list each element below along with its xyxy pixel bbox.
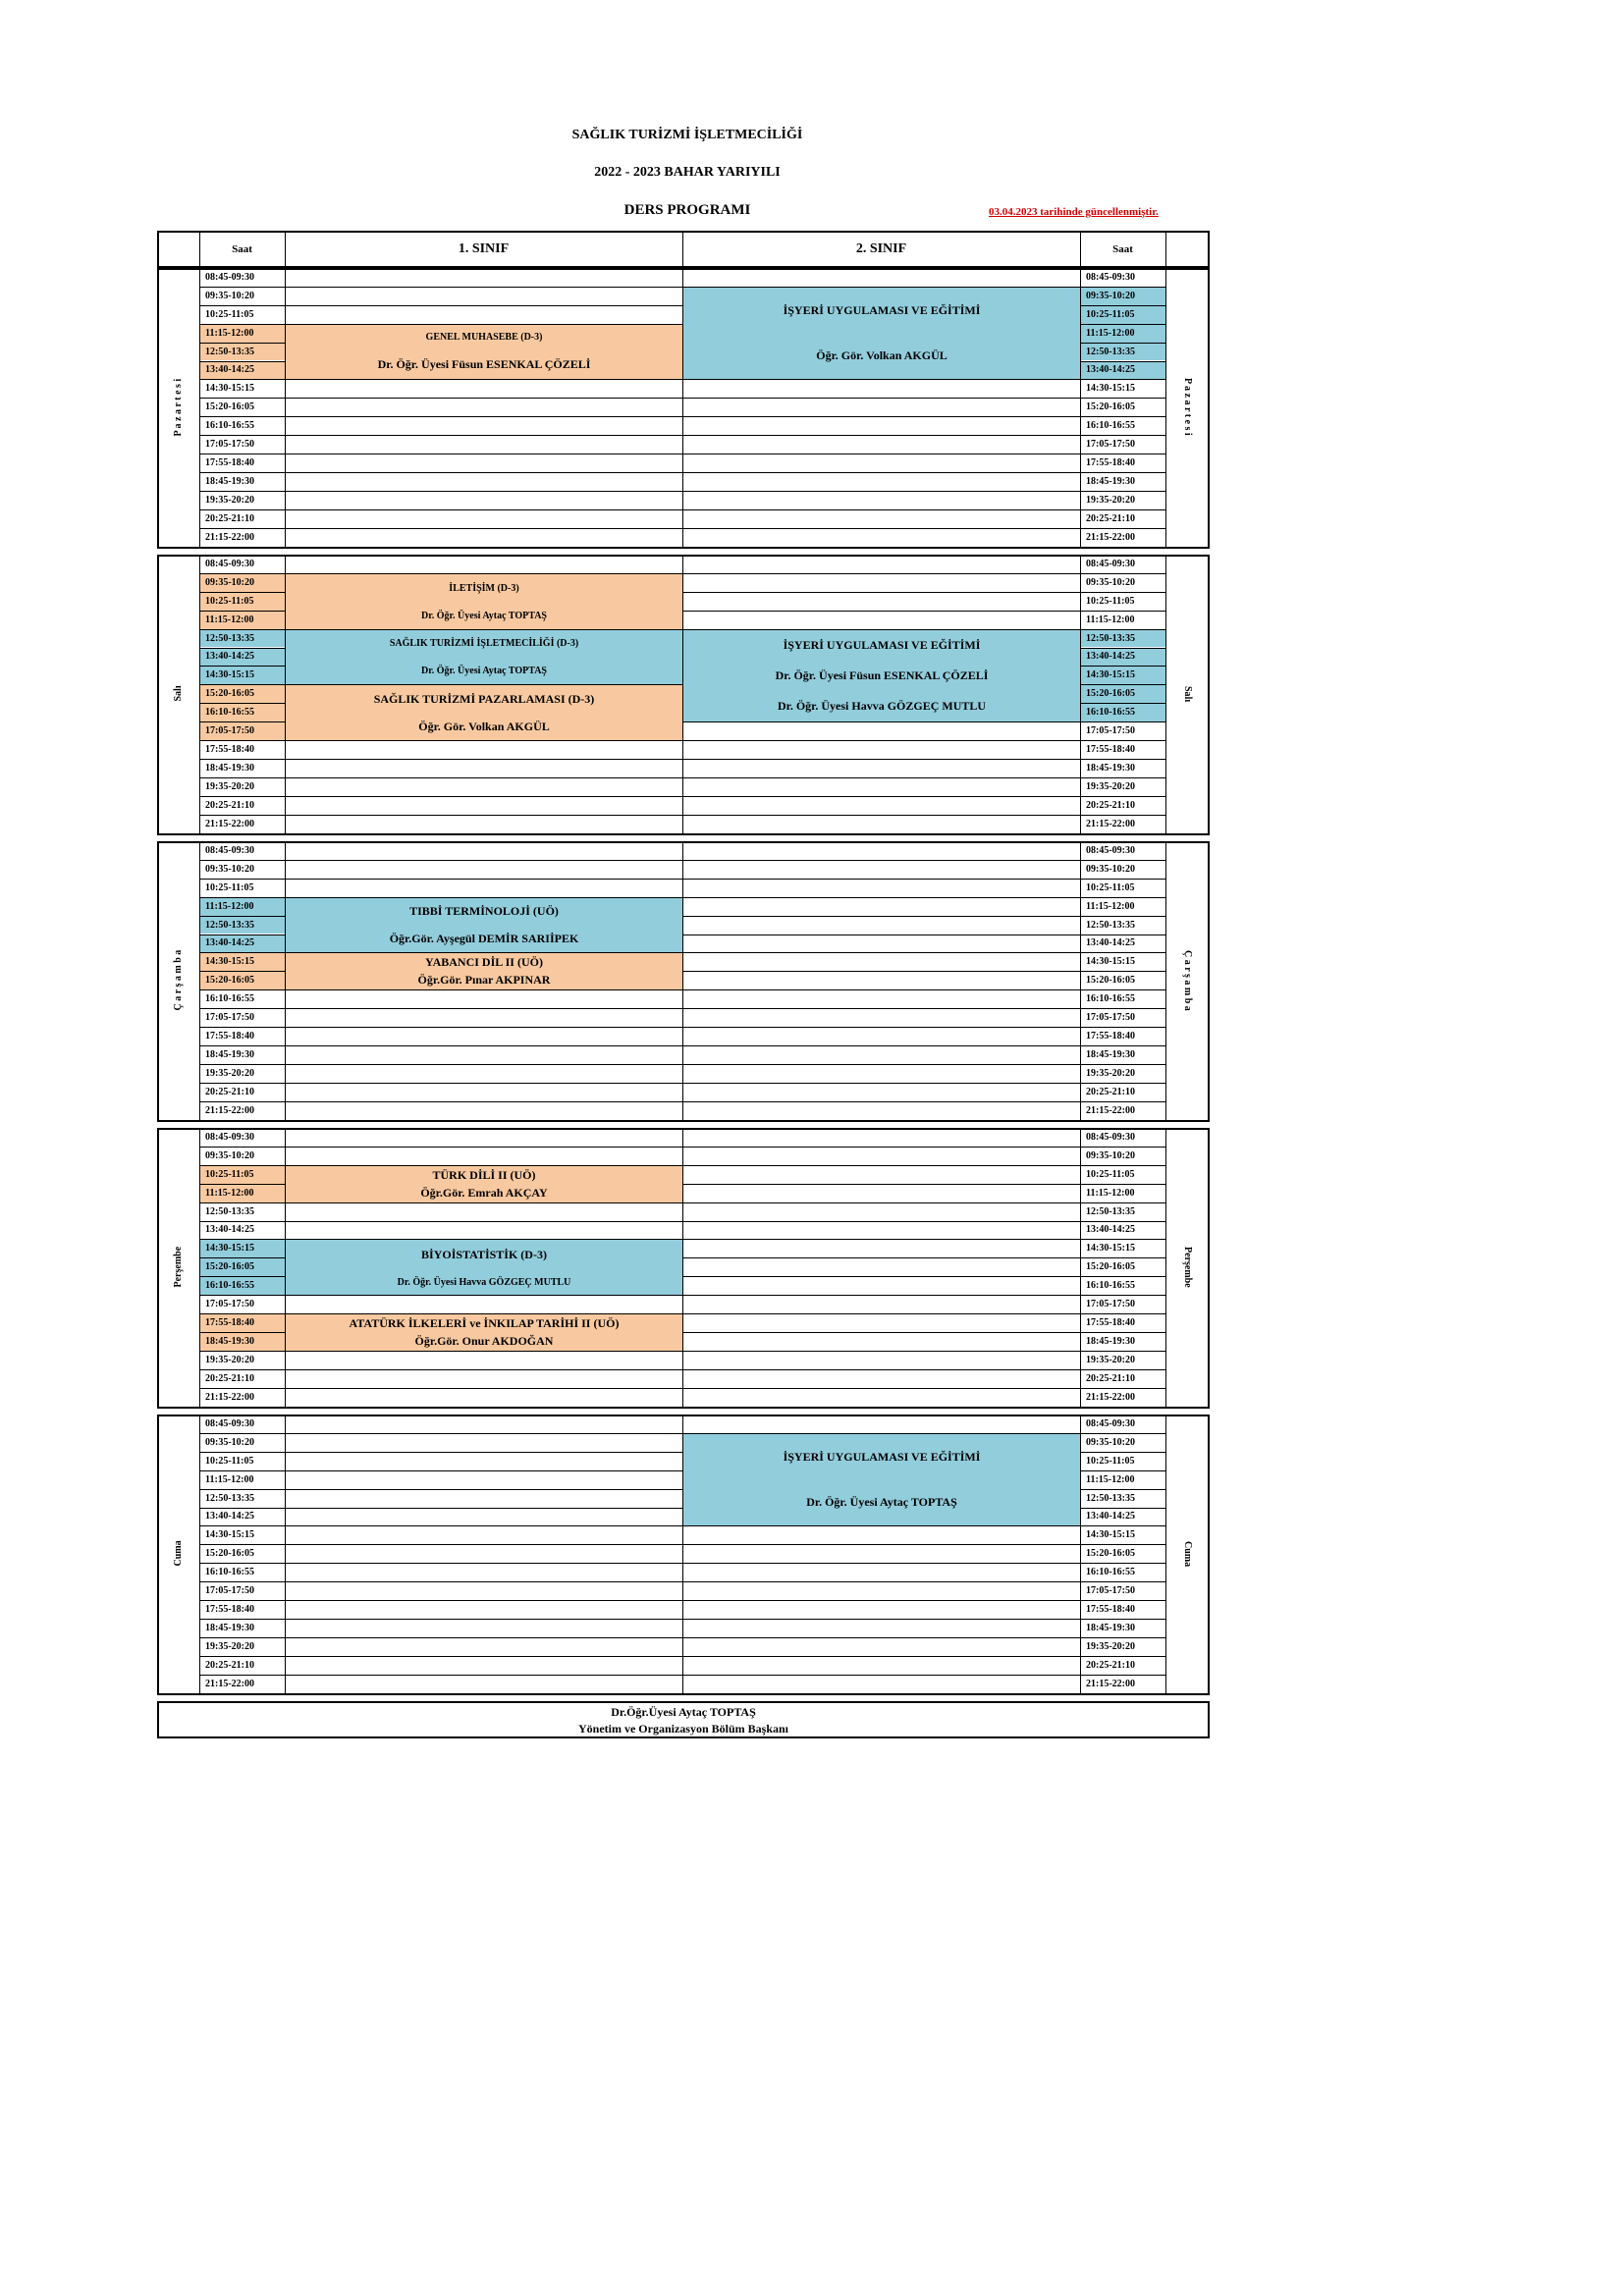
time-cell-right: 09:35-10:20: [1086, 576, 1135, 588]
instructor-name: Öğr. Gör. Volkan AKGÜL: [418, 719, 550, 733]
time-cell-left: 11:15-12:00: [199, 897, 285, 916]
time-cell-right: 20:25-21:10: [1086, 1659, 1135, 1671]
time-cell-right: 19:35-20:20: [1086, 1354, 1135, 1365]
course-name: YABANCI DİL II (UÖ): [425, 954, 543, 969]
course-block: [682, 287, 1081, 380]
time-cell-right: 08:45-09:30: [1086, 1417, 1135, 1429]
day-label-left: Ç a r ş a m b a: [173, 949, 184, 1011]
time-cell-right: 13:40-14:25: [1080, 648, 1165, 667]
time-cell-right: 21:15-22:00: [1086, 818, 1135, 829]
column-divider: [285, 555, 286, 833]
time-cell-right: 14:30-15:15: [1086, 1243, 1135, 1255]
instructor-name: Dr. Öğr. Üyesi Havva GÖZGEÇ MUTLU: [397, 1276, 571, 1288]
course-name: SAĞLIK TURİZMİ İŞLETMECİLİĞİ (D-3): [389, 638, 579, 650]
time-cell-left: 14:30-15:15: [199, 1239, 285, 1257]
course-name: TÜRK DİLİ II (UÖ): [432, 1167, 536, 1182]
column-divider: [199, 1415, 200, 1693]
time-cell-left: 10:25-11:05: [205, 308, 254, 320]
time-cell-right: 10:25-11:05: [1086, 595, 1135, 607]
time-cell-right: 13:40-14:25: [1086, 1224, 1135, 1236]
instructor-name: Öğr.Gör. Ayşegül DEMİR SARIİPEK: [389, 931, 579, 945]
time-cell-right: 08:45-09:30: [1086, 1131, 1135, 1143]
day-label-left: Cuma: [173, 1540, 184, 1567]
program-label: DERS PROGRAMI: [623, 202, 751, 218]
instructor-name: Öğr.Gör. Pınar AKPINAR: [417, 973, 551, 988]
day-section: [157, 1128, 1210, 1407]
column-divider: [199, 231, 200, 268]
time-cell-right: 18:45-19:30: [1086, 475, 1135, 487]
time-cell-right: 09:35-10:20: [1086, 863, 1135, 875]
day-label-right: Cuma: [1182, 1540, 1193, 1567]
time-cell-right: 20:25-21:10: [1086, 1086, 1135, 1097]
time-cell-left: 09:35-10:20: [199, 573, 285, 592]
time-cell-left: 17:55-18:40: [199, 1313, 285, 1332]
column-divider: [285, 231, 286, 268]
time-cell-left: 17:55-18:40: [205, 743, 254, 755]
time-cell-left: 12:50-13:35: [205, 1492, 254, 1504]
time-cell-left: 14:30-15:15: [205, 383, 254, 395]
course-block: [285, 952, 683, 990]
time-cell-left: 12:50-13:35: [199, 916, 285, 934]
time-cell-right: 11:15-12:00: [1080, 324, 1165, 343]
time-cell-left: 17:55-18:40: [205, 1603, 254, 1615]
time-cell-left: 17:05-17:50: [205, 439, 254, 451]
course-name: TIBBİ TERMİNOLOJİ (UÖ): [409, 904, 559, 919]
time-cell-right: 12:50-13:35: [1080, 343, 1165, 361]
time-cell-right: 11:15-12:00: [1086, 1473, 1135, 1485]
column-divider: [682, 231, 683, 268]
time-cell-right: 08:45-09:30: [1086, 558, 1135, 569]
saat-header-left: Saat: [232, 243, 252, 255]
time-cell-right: 14:30-15:15: [1086, 1529, 1135, 1541]
time-cell-left: 16:10-16:55: [205, 420, 254, 432]
time-cell-left: 19:35-20:20: [205, 494, 254, 506]
day-section: [157, 555, 1210, 833]
instructor-name: Dr. Öğr. Üyesi Füsun ESENKAL ÇÖZELİ: [377, 356, 591, 371]
day-label-right: Salı: [1182, 685, 1193, 702]
time-cell-left: 13:40-14:25: [199, 934, 285, 953]
time-cell-left: 20:25-21:10: [205, 1086, 254, 1097]
time-cell-right: 10:25-11:05: [1080, 305, 1165, 324]
column-divider: [285, 841, 286, 1120]
column-divider: [199, 841, 200, 1120]
time-cell-left: 16:10-16:55: [205, 1567, 254, 1578]
time-cell-left: 14:30-15:15: [199, 952, 285, 971]
time-cell-right: 10:25-11:05: [1086, 881, 1135, 893]
time-cell-right: 15:20-16:05: [1086, 401, 1135, 413]
column-divider: [285, 1415, 286, 1693]
time-cell-left: 17:05-17:50: [205, 1012, 254, 1024]
time-cell-left: 08:45-09:30: [205, 1417, 254, 1429]
signature-footer: [157, 1701, 1210, 1738]
time-cell-left: 21:15-22:00: [205, 818, 254, 829]
column-divider: [682, 841, 683, 1120]
time-cell-right: 17:55-18:40: [1086, 1030, 1135, 1041]
time-cell-left: 19:35-20:20: [205, 780, 254, 792]
course-block: [285, 324, 683, 380]
term-label: 2022 - 2023 BAHAR YARIYILI: [594, 165, 781, 180]
time-cell-left: 11:15-12:00: [199, 324, 285, 343]
time-cell-right: 16:10-16:55: [1080, 703, 1165, 721]
time-cell-right: 09:35-10:20: [1080, 287, 1165, 305]
time-cell-left: 19:35-20:20: [205, 1354, 254, 1365]
course-block: [285, 573, 683, 630]
course-name: SAĞLIK TURİZMİ PAZARLAMASI (D-3): [373, 691, 595, 706]
column-divider: [199, 555, 200, 833]
time-cell-left: 08:45-09:30: [205, 271, 254, 283]
course-block: [682, 629, 1081, 722]
time-cell-right: 18:45-19:30: [1086, 762, 1135, 774]
day-label-left: P a z a r t e s i: [173, 378, 184, 437]
day-label-right: Ç a r ş a m b a: [1182, 949, 1193, 1011]
time-cell-right: 21:15-22:00: [1086, 531, 1135, 543]
time-cell-right: 10:25-11:05: [1086, 1168, 1135, 1180]
instructor-name: Öğr.Gör. Emrah AKÇAY: [420, 1186, 548, 1201]
time-cell-left: 08:45-09:30: [205, 558, 254, 569]
time-cell-left: 18:45-19:30: [199, 1332, 285, 1351]
time-cell-left: 20:25-21:10: [205, 1659, 254, 1671]
course-block: [682, 1433, 1081, 1526]
time-cell-left: 17:55-18:40: [205, 1030, 254, 1041]
time-cell-left: 17:05-17:50: [205, 1585, 254, 1597]
time-cell-right: 17:05-17:50: [1086, 725, 1135, 737]
time-cell-left: 11:15-12:00: [199, 611, 285, 629]
time-cell-right: 11:15-12:00: [1086, 1187, 1135, 1199]
time-cell-left: 20:25-21:10: [205, 799, 254, 811]
time-cell-right: 12:50-13:35: [1086, 1205, 1135, 1217]
time-cell-right: 14:30-15:15: [1086, 956, 1135, 968]
time-cell-left: 21:15-22:00: [205, 1104, 254, 1116]
signer-name: Dr.Öğr.Üyesi Aytaç TOPTAŞ: [611, 1705, 756, 1719]
column-divider: [1080, 841, 1081, 1120]
time-cell-left: 10:25-11:05: [205, 1455, 254, 1467]
time-cell-right: 21:15-22:00: [1086, 1678, 1135, 1689]
time-cell-left: 09:35-10:20: [205, 290, 254, 301]
time-cell-left: 13:40-14:25: [199, 361, 285, 380]
update-note: 03.04.2023 tarihinde güncellenmiştir.: [989, 206, 1159, 218]
time-cell-left: 15:20-16:05: [199, 684, 285, 703]
time-cell-right: 08:45-09:30: [1086, 271, 1135, 283]
class1-header: 1. SINIF: [458, 241, 510, 256]
course-block: [285, 684, 683, 741]
course-name: ATATÜRK İLKELERİ ve İNKILAP TARİHİ II (UÖ): [349, 1315, 620, 1330]
time-cell-left: 08:45-09:30: [205, 844, 254, 856]
time-cell-left: 09:35-10:20: [205, 1436, 254, 1448]
time-cell-right: 16:10-16:55: [1086, 1567, 1135, 1578]
time-cell-left: 10:25-11:05: [199, 592, 285, 611]
instructor-name: Dr. Öğr. Üyesi Füsun ESENKAL ÇÖZELİ: [775, 668, 989, 682]
time-cell-right: 09:35-10:20: [1086, 1436, 1135, 1448]
column-divider: [682, 555, 683, 833]
time-cell-left: 16:10-16:55: [199, 703, 285, 721]
day-label-right: Perşembe: [1182, 1246, 1193, 1288]
time-cell-left: 12:50-13:35: [199, 629, 285, 648]
class2-header: 2. SINIF: [855, 241, 907, 256]
day-label-left: Salı: [173, 685, 184, 702]
time-cell-left: 20:25-21:10: [205, 1372, 254, 1384]
time-cell-right: 17:05-17:50: [1086, 1012, 1135, 1024]
time-cell-left: 18:45-19:30: [205, 1622, 254, 1633]
column-divider: [1080, 268, 1081, 547]
time-cell-left: 15:20-16:05: [205, 1548, 254, 1560]
time-cell-left: 11:15-12:00: [205, 1473, 254, 1485]
time-cell-right: 10:25-11:05: [1086, 1455, 1135, 1467]
course-name: BİYOİSTATİSTİK (D-3): [421, 1247, 547, 1261]
column-header-row: [157, 231, 1210, 268]
time-cell-right: 20:25-21:10: [1086, 1372, 1135, 1384]
time-cell-left: 16:10-16:55: [205, 993, 254, 1005]
time-cell-right: 19:35-20:20: [1086, 780, 1135, 792]
time-cell-right: 16:10-16:55: [1086, 420, 1135, 432]
time-cell-left: 09:35-10:20: [205, 863, 254, 875]
course-name: GENEL MUHASEBE (D-3): [425, 332, 543, 344]
time-cell-right: 18:45-19:30: [1086, 1335, 1135, 1347]
time-cell-left: 17:55-18:40: [205, 456, 254, 468]
course-name: İLETİŞİM (D-3): [449, 582, 519, 594]
course-block: [285, 1165, 683, 1203]
time-cell-left: 16:10-16:55: [199, 1276, 285, 1295]
time-cell-left: 21:15-22:00: [205, 1391, 254, 1403]
column-divider: [682, 268, 683, 547]
day-section: [157, 841, 1210, 1120]
column-divider: [682, 1128, 683, 1407]
time-cell-right: 15:20-16:05: [1086, 1261, 1135, 1273]
time-cell-left: 12:50-13:35: [205, 1205, 254, 1217]
time-cell-left: 19:35-20:20: [205, 1640, 254, 1652]
column-divider: [1080, 1128, 1081, 1407]
column-divider: [199, 1128, 200, 1407]
course-name: İŞYERİ UYGULAMASI VE EĞİTİMİ: [783, 638, 981, 652]
time-cell-right: 19:35-20:20: [1086, 494, 1135, 506]
time-cell-right: 19:35-20:20: [1086, 1640, 1135, 1652]
column-divider: [1080, 1415, 1081, 1693]
time-cell-right: 17:55-18:40: [1086, 1316, 1135, 1328]
time-cell-left: 15:20-16:05: [205, 401, 254, 413]
time-cell-right: 11:15-12:00: [1086, 614, 1135, 625]
time-cell-left: 21:15-22:00: [205, 1678, 254, 1689]
time-cell-right: 15:20-16:05: [1080, 684, 1165, 703]
time-cell-right: 17:05-17:50: [1086, 1585, 1135, 1597]
time-cell-left: 12:50-13:35: [199, 343, 285, 361]
time-cell-left: 13:40-14:25: [199, 648, 285, 667]
time-cell-right: 16:10-16:55: [1086, 1280, 1135, 1292]
time-cell-left: 21:15-22:00: [205, 531, 254, 543]
course-name: İŞYERİ UYGULAMASI VE EĞİTİMİ: [783, 1449, 981, 1464]
time-cell-left: 15:20-16:05: [199, 1257, 285, 1276]
time-cell-right: 18:45-19:30: [1086, 1622, 1135, 1633]
time-cell-left: 18:45-19:30: [205, 762, 254, 774]
time-cell-left: 18:45-19:30: [205, 1048, 254, 1060]
time-cell-right: 20:25-21:10: [1086, 799, 1135, 811]
page-title: SAĞLIK TURİZMİ İŞLETMECİLİĞİ: [571, 128, 803, 142]
time-cell-right: 17:55-18:40: [1086, 743, 1135, 755]
time-cell-right: 13:40-14:25: [1080, 361, 1165, 380]
time-cell-right: 15:20-16:05: [1086, 1548, 1135, 1560]
time-cell-right: 12:50-13:35: [1086, 1492, 1135, 1504]
course-block: [285, 629, 683, 685]
time-cell-right: 09:35-10:20: [1086, 1149, 1135, 1161]
time-cell-left: 13:40-14:25: [205, 1224, 254, 1236]
time-cell-left: 18:45-19:30: [205, 475, 254, 487]
time-cell-left: 19:35-20:20: [205, 1067, 254, 1079]
time-cell-left: 17:05-17:50: [199, 721, 285, 740]
time-cell-right: 13:40-14:25: [1086, 937, 1135, 949]
column-divider: [285, 268, 286, 547]
time-cell-left: 10:25-11:05: [199, 1165, 285, 1184]
time-cell-right: 21:15-22:00: [1086, 1104, 1135, 1116]
day-label-left: Perşembe: [173, 1246, 184, 1288]
time-cell-right: 15:20-16:05: [1086, 975, 1135, 987]
instructor-name: Öğr. Gör. Volkan AKGÜL: [816, 348, 947, 363]
time-cell-right: 17:05-17:50: [1086, 1299, 1135, 1310]
time-cell-left: 09:35-10:20: [205, 1149, 254, 1161]
column-divider: [1080, 555, 1081, 833]
course-name: İŞYERİ UYGULAMASI VE EĞİTİMİ: [783, 302, 981, 317]
instructor-name: Dr. Öğr. Üyesi Aytaç TOPTAŞ: [806, 1495, 957, 1510]
saat-header-right: Saat: [1112, 243, 1133, 255]
time-cell-right: 12:50-13:35: [1086, 919, 1135, 931]
time-cell-left: 08:45-09:30: [205, 1131, 254, 1143]
column-divider: [1165, 231, 1166, 268]
time-cell-left: 13:40-14:25: [205, 1511, 254, 1522]
instructor-name: Dr. Öğr. Üyesi Aytaç TOPTAŞ: [421, 665, 547, 676]
column-divider: [682, 1415, 683, 1693]
time-cell-right: 20:25-21:10: [1086, 512, 1135, 524]
time-cell-left: 14:30-15:15: [199, 666, 285, 684]
time-cell-right: 08:45-09:30: [1086, 844, 1135, 856]
course-block: [285, 897, 683, 953]
time-cell-left: 10:25-11:05: [205, 881, 254, 893]
day-section: [157, 268, 1210, 547]
time-cell-right: 19:35-20:20: [1086, 1067, 1135, 1079]
column-divider: [285, 1128, 286, 1407]
day-section: [157, 1415, 1210, 1693]
time-cell-right: 12:50-13:35: [1080, 629, 1165, 648]
time-cell-left: 20:25-21:10: [205, 512, 254, 524]
column-divider: [1080, 231, 1081, 268]
time-cell-left: 11:15-12:00: [199, 1184, 285, 1202]
time-cell-right: 17:55-18:40: [1086, 456, 1135, 468]
time-cell-right: 18:45-19:30: [1086, 1048, 1135, 1060]
signer-title: Yönetim ve Organizasyon Bölüm Başkanı: [577, 1722, 789, 1735]
time-cell-right: 14:30-15:15: [1086, 383, 1135, 395]
time-cell-right: 11:15-12:00: [1086, 900, 1135, 912]
instructor-name: Dr. Öğr. Üyesi Havva GÖZGEÇ MUTLU: [777, 699, 987, 713]
time-cell-right: 13:40-14:25: [1086, 1511, 1135, 1522]
time-cell-left: 17:05-17:50: [205, 1299, 254, 1310]
time-cell-right: 17:05-17:50: [1086, 439, 1135, 451]
course-block: [285, 1239, 683, 1296]
time-cell-right: 16:10-16:55: [1086, 993, 1135, 1005]
instructor-name: Dr. Öğr. Üyesi Aytaç TOPTAŞ: [421, 610, 547, 621]
time-cell-right: 17:55-18:40: [1086, 1603, 1135, 1615]
day-label-right: P a z a r t e s i: [1182, 378, 1193, 437]
time-cell-right: 21:15-22:00: [1086, 1391, 1135, 1403]
time-cell-left: 14:30-15:15: [205, 1529, 254, 1541]
course-block: [285, 1313, 683, 1352]
time-cell-left: 15:20-16:05: [199, 971, 285, 989]
time-cell-right: 14:30-15:15: [1080, 666, 1165, 684]
instructor-name: Öğr.Gör. Onur AKDOĞAN: [414, 1334, 554, 1349]
column-divider: [199, 268, 200, 547]
